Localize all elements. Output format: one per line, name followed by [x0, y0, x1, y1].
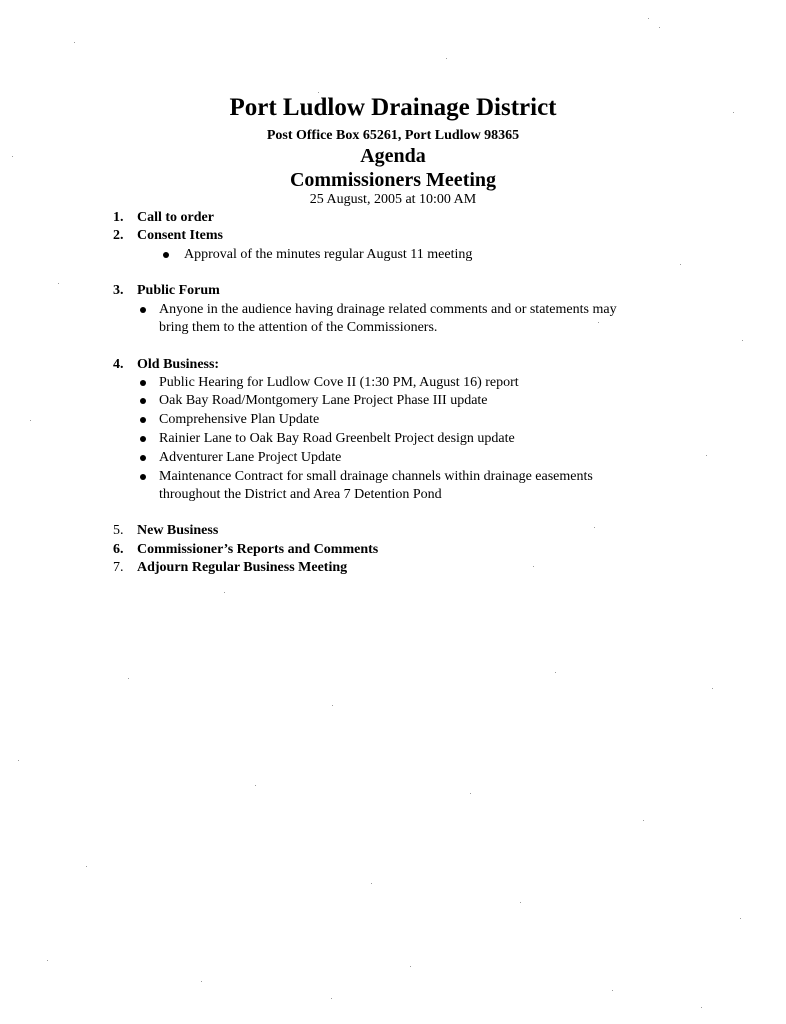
item-label: Call to order: [137, 210, 214, 225]
bullet-dot: [163, 252, 169, 258]
item-label: New Business: [137, 523, 219, 538]
bullet-dot: [140, 474, 146, 480]
bullet-text-line2: throughout the District and Area 7 Detention Pond: [159, 487, 442, 502]
item-number: 6.: [113, 542, 124, 557]
item-number: 4.: [113, 357, 124, 372]
bullet-dot: [140, 380, 146, 386]
bullet-text-line1: Anyone in the audience having drainage related comments and or statements may: [159, 302, 617, 317]
bullet-dot: [140, 455, 146, 461]
item-number: 7.: [113, 560, 124, 575]
item-number: 1.: [113, 210, 124, 225]
item-label: Adjourn Regular Business Meeting: [137, 560, 348, 575]
district-address: Post Office Box 65261, Port Ludlow 98365: [266, 128, 520, 143]
item-label: Public Forum: [137, 283, 220, 298]
bullet-text: Comprehensive Plan Update: [159, 412, 320, 427]
item-number: 3.: [113, 283, 124, 298]
item-label: Commissioner’s Reports and Comments: [137, 542, 379, 557]
item-label: Old Business:: [137, 357, 220, 372]
bullet-dot: [140, 417, 146, 423]
district-title: Port Ludlow Drainage District: [229, 94, 557, 121]
bullet-text: Adventurer Lane Project Update: [159, 450, 342, 465]
agenda-heading: Agenda: [360, 145, 426, 167]
bullet-dot: [140, 436, 146, 442]
meeting-date: 25 August, 2005 at 10:00 AM: [309, 192, 477, 207]
item-number: 5.: [113, 523, 124, 538]
bullet-text: Rainier Lane to Oak Bay Road Greenbelt Project design update: [159, 431, 515, 446]
bullet-dot: [140, 398, 146, 404]
bullet-text: Public Hearing for Ludlow Cove II (1:30 PM, August 16) report: [159, 375, 519, 390]
meeting-heading: Commissioners Meeting: [289, 169, 497, 191]
bullet-text: Oak Bay Road/Montgomery Lane Project Phase III update: [159, 393, 488, 408]
item-label: Consent Items: [137, 228, 223, 243]
item-number: 2.: [113, 228, 124, 243]
bullet-text-line1: Maintenance Contract for small drainage channels within drainage easements: [159, 469, 593, 484]
bullet-text: Approval of the minutes regular August 11 meeting: [184, 247, 473, 262]
bullet-text-line2: bring them to the attention of the Commissioners.: [159, 320, 438, 335]
bullet-dot: [140, 307, 146, 313]
